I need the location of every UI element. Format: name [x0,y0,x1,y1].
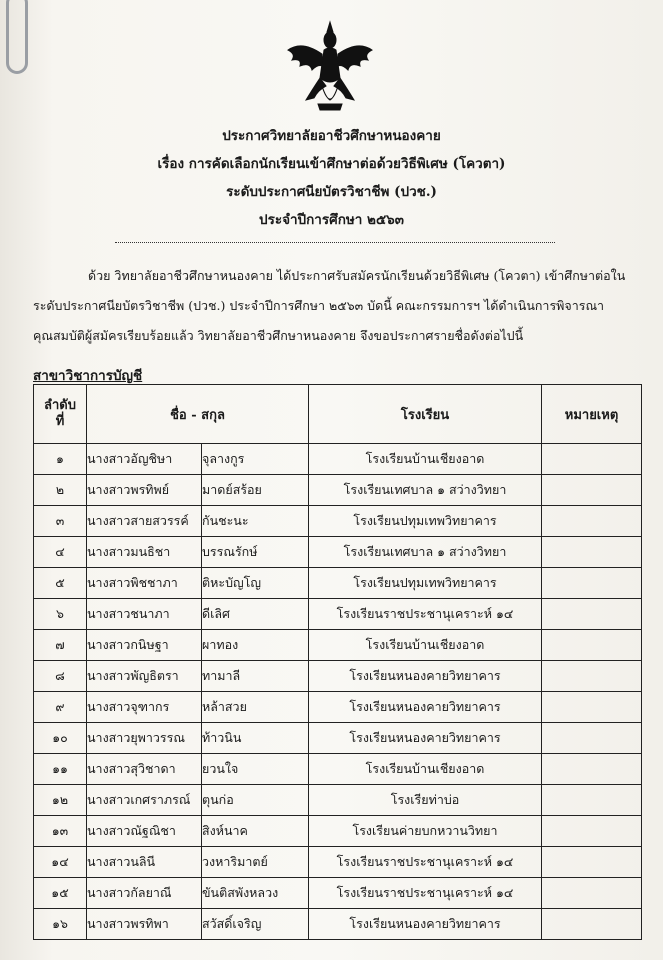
row-first-name: นางสาวจุฑากร [87,692,202,723]
row-last-name: ยวนใจ [202,754,309,785]
header-name: ชื่อ - สกุล [87,385,309,444]
student-list-table [33,384,642,940]
row-last-name: ตุนก่อ [202,785,309,816]
row-school: โรงเรียนหนองคายวิทยาคาร [309,661,542,692]
header-no [34,385,87,444]
table-row [34,754,642,785]
row-first-name: นางสาวพรทิพย์ [87,475,202,506]
table-row [34,475,642,506]
row-no: ๙ [34,692,87,723]
row-first-name: นางสาวพัญธิตรา [87,661,202,692]
row-note [542,723,642,754]
header-line-1: ประกาศวิทยาลัยอาชีวศึกษาหนองคาย [222,128,441,144]
row-school: โรงเรียท่าบ่อ [309,785,542,816]
row-no: ๑๔ [34,847,87,878]
row-no: ๒ [34,475,87,506]
table-row [34,537,642,568]
row-note [542,785,642,816]
row-no: ๔ [34,537,87,568]
table-row [34,692,642,723]
row-first-name: นางสาวณัฐณิชา [87,816,202,847]
header-line-3: ระดับประกาศนียบัตรวิชาชีพ (ปวช.) [226,184,437,200]
row-last-name: ผาทอง [202,630,309,661]
row-first-name: นางสาวเกศราภรณ์ [87,785,202,816]
row-note [542,506,642,537]
header-line-4: ประจำปีการศึกษา ๒๕๖๓ [259,212,404,228]
row-school: โรงเรียนบ้านเชียงอาด [309,444,542,475]
row-last-name: ท้าวนิน [202,723,309,754]
row-school: โรงเรียนบ้านเชียงอาด [309,630,542,661]
row-first-name: นางสาวชนาภา [87,599,202,630]
row-school: โรงเรียนเทศบาล ๑ สว่างวิทยา [309,475,542,506]
row-note [542,692,642,723]
header-no-line1: ลำดับ [44,398,76,413]
row-school: โรงเรียนหนองคายวิทยาคาร [309,692,542,723]
row-last-name: ขันติสพังหลวง [202,878,309,909]
table-header-row [34,385,642,444]
row-note [542,568,642,599]
garuda-emblem-icon [282,20,378,114]
table-row [34,599,642,630]
table-row [34,661,642,692]
header-line-2: เรื่อง การคัดเลือกนักเรียนเข้าศึกษาต่อด้วยวิธีพิเศษ (โควตา) [157,156,506,172]
body-paragraph-line-1: ด้วย วิทยาลัยอาชีวศึกษาหนองคาย ได้ประกาศรับสมัครนักเรียนด้วยวิธีพิเศษ (โควตา) เข้าศึกษาต่อใน [88,268,626,283]
row-school: โรงเรียนราชประชานุเคราะห์ ๑๔ [309,847,542,878]
row-note [542,537,642,568]
row-school: โรงเรียนปทุมเทพวิทยาคาร [309,568,542,599]
row-first-name: นางสาวพิชชาภา [87,568,202,599]
row-last-name: ดีเลิศ [202,599,309,630]
row-first-name: นางสาวกนิษฐา [87,630,202,661]
row-last-name: มาดย์สร้อย [202,475,309,506]
header-no-line2: ที่ [55,414,65,429]
row-no: ๘ [34,661,87,692]
table-row [34,909,642,940]
row-last-name: จุลางกูร [202,444,309,475]
row-first-name: นางสาวกัลยาณี [87,878,202,909]
table-row [34,723,642,754]
section-title: สาขาวิชาการบัญชี [33,368,143,384]
row-school: โรงเรียนราชประชานุเคราะห์ ๑๔ [309,599,542,630]
row-no: ๑๐ [34,723,87,754]
table-row [34,785,642,816]
row-last-name: บรรณรักษ์ [202,537,309,568]
table-row [34,568,642,599]
row-note [542,599,642,630]
row-note [542,661,642,692]
row-school: โรงเรียนราชประชานุเคราะห์ ๑๔ [309,878,542,909]
row-first-name: นางสาวมนธิชา [87,537,202,568]
row-school: โรงเรียนบ้านเชียงอาด [309,754,542,785]
row-note [542,816,642,847]
row-note [542,475,642,506]
row-last-name: สวัสดิ์เจริญ [202,909,309,940]
row-school: โรงเรียนหนองคายวิทยาคาร [309,723,542,754]
table-row [34,847,642,878]
table-row [34,630,642,661]
row-no: ๖ [34,599,87,630]
row-note [542,630,642,661]
table-row [34,816,642,847]
row-no: ๗ [34,630,87,661]
row-last-name: ทามาลี [202,661,309,692]
row-note [542,878,642,909]
dotted-divider [115,242,555,243]
table-row [34,444,642,475]
row-first-name: นางสาวสุวิชาดา [87,754,202,785]
row-no: ๓ [34,506,87,537]
paper-clip [6,0,28,74]
row-no: ๑๖ [34,909,87,940]
row-last-name: หล้าสวย [202,692,309,723]
row-no: ๕ [34,568,87,599]
row-no: ๑ [34,444,87,475]
row-no: ๑๑ [34,754,87,785]
row-no: ๑๕ [34,878,87,909]
row-school: โรงเรียนปทุมเทพวิทยาคาร [309,506,542,537]
row-first-name: นางสาวสายสวรรค์ [87,506,202,537]
row-note [542,847,642,878]
row-last-name: วงหาริมาตย์ [202,847,309,878]
row-note [542,909,642,940]
row-first-name: นางสาวอัญชิษา [87,444,202,475]
row-no: ๑๓ [34,816,87,847]
body-paragraph-line-2: ระดับประกาศนียบัตรวิชาชีพ (ปวช.) ประจำปีการศึกษา ๒๕๖๓ บัดนี้ คณะกรรมการฯ ได้ดำเนินการพิจารณา [33,298,605,313]
row-school: โรงเรียนเทศบาล ๑ สว่างวิทยา [309,537,542,568]
table-row [34,878,642,909]
row-last-name: สิงห์นาค [202,816,309,847]
row-last-name: ติหะบัญโญ [202,568,309,599]
header-note: หมายเหตุ [542,385,642,444]
row-note [542,754,642,785]
row-first-name: นางสาวนลินี [87,847,202,878]
row-first-name: นางสาวพรทิพา [87,909,202,940]
row-school: โรงเรียนหนองคายวิทยาคาร [309,909,542,940]
header-school: โรงเรียน [309,385,542,444]
row-note [542,444,642,475]
table-row [34,506,642,537]
row-school: โรงเรียนค่ายบกหวานวิทยา [309,816,542,847]
body-paragraph-line-3: คุณสมบัติผู้สมัครเรียบร้อยแล้ว วิทยาลัยอาชีวศึกษาหนองคาย จึงขอประกาศรายชื่อดังต่อไปนี้ [33,328,524,343]
row-no: ๑๒ [34,785,87,816]
row-first-name: นางสาวยุพาวรรณ [87,723,202,754]
row-last-name: กันชะนะ [202,506,309,537]
